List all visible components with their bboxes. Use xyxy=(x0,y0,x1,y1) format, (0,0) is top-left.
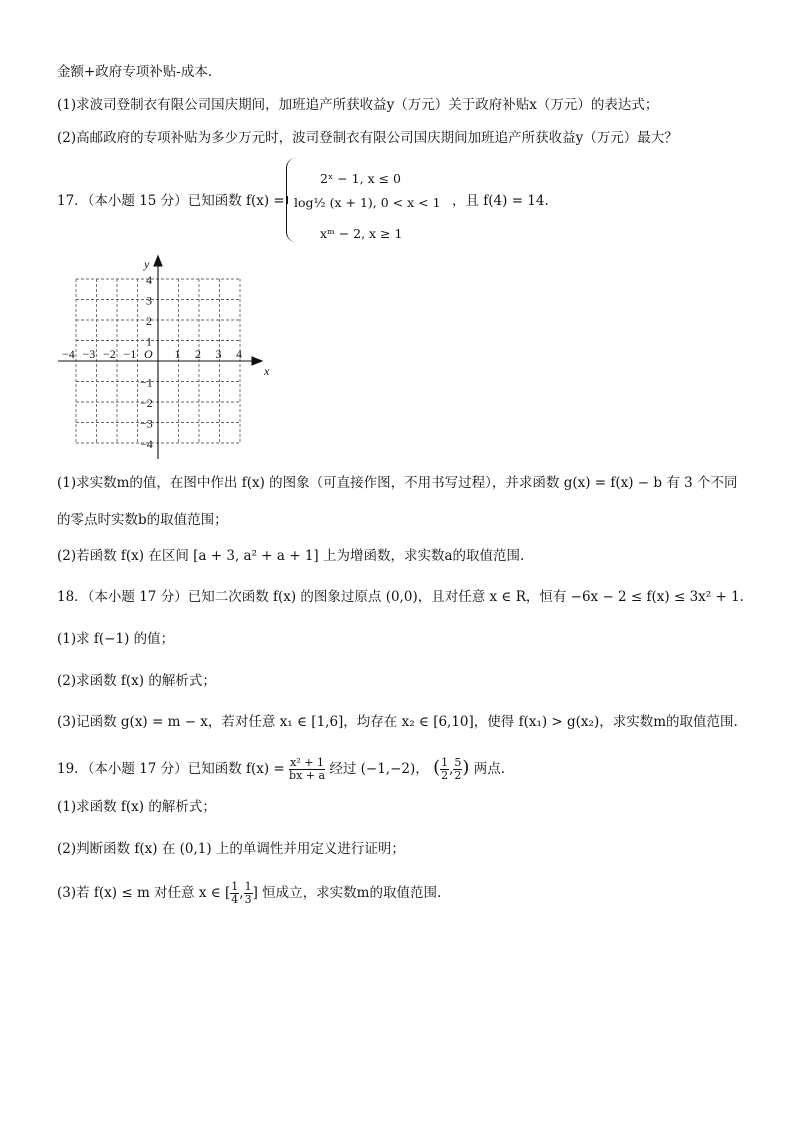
q18-part3: (3)记函数 g(x) = m − x，若对任意 x₁ ∈ [1,6]，均存在 x₂ ∈ [6,10]，使得 f(x₁) > g(x₂)，求实数m的取值范围. xyxy=(57,714,738,730)
text-line-2: (1)求波司登制衣有限公司国庆期间，加班追产所获收益y（万元）关于政府补贴x（万元）的表达式； xyxy=(57,97,659,113)
q19-point-x-num: 1 xyxy=(441,756,449,769)
y-tick-label: −3 xyxy=(140,416,153,431)
q19-part3-frac2-den: 3 xyxy=(244,893,252,906)
q19-head-text: 19．（本小题 17 分）已知函数 f(x) = xyxy=(57,761,285,777)
q17-part1-a: (1)求实数m的值，在图中作出 f(x) 的图象（可直接作图，不用书写过程），并求函数 g(x) = f(x) − b 有 3 个不同 xyxy=(57,475,738,491)
q19-part3-frac1-num: 1 xyxy=(231,880,239,893)
q19-point-y-num: 5 xyxy=(454,756,462,769)
x-tick-label: 3 xyxy=(215,347,222,361)
y-tick-label: 1 xyxy=(146,334,152,349)
text-line-3: (2)高邮政府的专项补贴为多少万元时，波司登制衣有限公司国庆期间加班追产所获收益y（万元）最大？ xyxy=(57,130,678,146)
y-axis-label: y xyxy=(144,257,150,271)
q17-part1-b: 的零点时实数b的取值范围； xyxy=(57,512,228,528)
q19-point-y-den: 2 xyxy=(454,769,462,782)
text-line-1: 金额+政府专项补贴-成本. xyxy=(57,64,213,80)
x-tick-label: 2 xyxy=(195,347,201,361)
q19-fraction xyxy=(289,757,325,782)
coordinate-grid xyxy=(50,252,280,462)
q19-part3-frac1 xyxy=(230,881,239,906)
piecewise-brace-tip xyxy=(282,196,288,204)
q19-head: 19．（本小题 17 分）已知函数 f(x) = $\frac{\text{x² + 1}}{bx + a}$ 经过 (−1,−2)， ( $\frac{1}{2}$ , $\frac{5}{2}$ ) 两点. xyxy=(57,756,506,782)
q19-fraction-den: bx + a xyxy=(289,769,326,782)
q19-part3-frac1-den: 4 xyxy=(231,893,239,906)
q19-part1: (1)求函数 f(x) 的解析式； xyxy=(57,799,216,815)
q19-mid-text: 经过 (−1,−2)， xyxy=(329,761,429,777)
q17-part2: (2)若函数 f(x) 在区间 [a + 3, a² + a + 1] 上为增函数，求实数a的取值范围. xyxy=(57,548,525,564)
piece-2: log½ (x + 1), 0 < x < 1 xyxy=(294,195,441,210)
x-tick-label: 4 xyxy=(236,347,242,361)
q19-tail-text: 两点. xyxy=(473,761,506,777)
piece-1: 2ˣ − 1, x ≤ 0 xyxy=(320,171,401,186)
y-tick-label: −1 xyxy=(140,375,153,390)
y-tick-label: −2 xyxy=(140,396,153,410)
q18-part2: (2)求函数 f(x) 的解析式； xyxy=(57,673,216,689)
y-tick-label: −4 xyxy=(140,437,153,451)
q19-point-x xyxy=(440,757,449,782)
q17-head: 17．（本小题 15 分）已知函数 f(x) = xyxy=(57,193,285,209)
q19-point-x-den: 2 xyxy=(441,769,449,782)
origin-label: O xyxy=(144,347,153,361)
x-tick-label: −2 xyxy=(103,347,116,361)
q18-head: 18．（本小题 17 分）已知二次函数 f(x) 的图象过原点 (0,0)，且对任意 x ∈ R，恒有 −6x − 2 ≤ f(x) ≤ 3x² + 1. xyxy=(57,589,744,605)
x-tick-label: 1 xyxy=(174,347,181,361)
y-tick-label: 3 xyxy=(146,293,152,308)
x-axis-arrow xyxy=(252,357,262,365)
q19-part3-b: ] 恒成立，求实数m的取值范围. xyxy=(252,885,442,901)
q19-part2: (2)判断函数 f(x) 在 (0,1) 上的单调性并用定义进行证明； xyxy=(57,841,405,857)
x-tick-label: −1 xyxy=(123,347,137,361)
y-axis-arrow xyxy=(154,256,162,266)
q19-fraction-num: x² + 1 xyxy=(290,756,324,769)
x-axis-label: x xyxy=(264,364,270,378)
piece-3: xᵐ − 2, x ≥ 1 xyxy=(320,226,403,241)
y-tick-label: 2 xyxy=(146,314,152,328)
q19-part3-a: (3)若 f(x) ≤ m 对任意 x ∈ [ xyxy=(57,885,231,901)
x-tick-label: −3 xyxy=(82,347,96,361)
x-tick-label: −4 xyxy=(62,347,75,361)
q19-part3-frac2-num: 1 xyxy=(244,880,252,893)
q19-part3-frac2 xyxy=(244,881,253,906)
q17-tail: ，且 f(4) = 14. xyxy=(452,193,549,209)
y-tick-label: 4 xyxy=(146,273,152,287)
q19-part3: (3)若 f(x) ≤ m 对任意 x ∈ [ $\frac{1}{4}$ , $\frac{1}{3}$ ] 恒成立，求实数m的取值范围. xyxy=(57,880,442,906)
q18-part1: (1)求 f(−1) 的值； xyxy=(57,631,175,647)
